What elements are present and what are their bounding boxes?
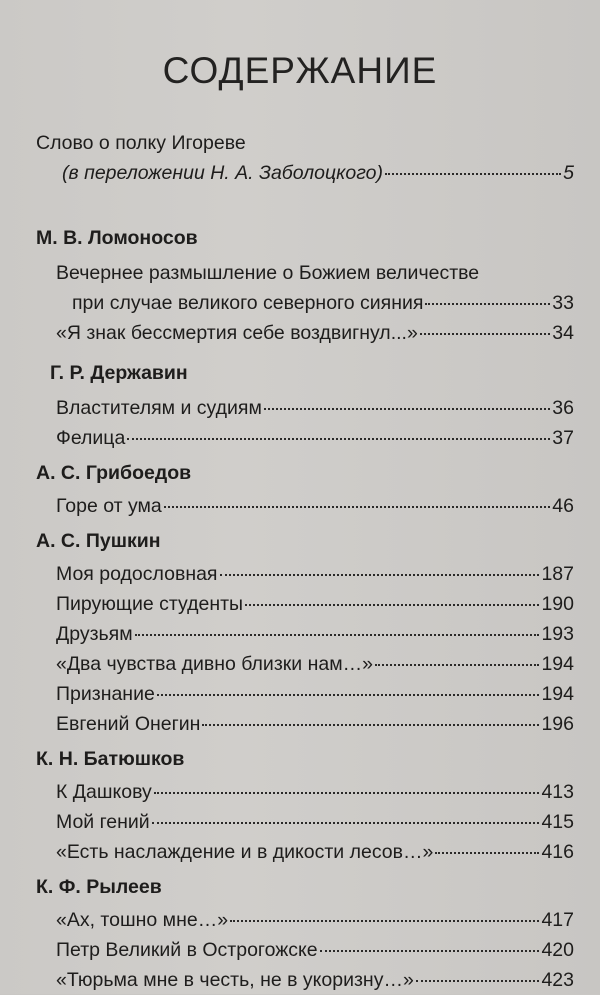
dot-leader: [135, 634, 540, 636]
toc-entry-title: «Ах, тошно мне…»: [56, 909, 229, 931]
toc-entry-title: «Тюрьма мне в честь, не в укоризну…»: [56, 969, 414, 991]
page-number: 33: [552, 292, 574, 314]
page-number: 417: [541, 909, 574, 931]
page-number: 187: [541, 563, 574, 585]
dot-leader: [230, 920, 539, 922]
page-number: 196: [541, 713, 574, 735]
toc-entry-title: К Дашкову: [56, 781, 152, 803]
dot-leader: [385, 173, 561, 175]
dot-leader: [157, 694, 540, 696]
dot-leader: [416, 980, 540, 982]
toc-section: [36, 744, 574, 867]
toc-entry-title: при случае великого северного сияния: [72, 292, 424, 314]
dot-leader: [425, 303, 550, 305]
toc-entry[interactable]: [36, 709, 574, 739]
toc-entry[interactable]: [36, 807, 574, 837]
toc-entry-title: Горе от ума: [56, 495, 162, 517]
toc-entry[interactable]: [36, 777, 574, 807]
toc-entry[interactable]: [36, 589, 574, 619]
dot-leader: [202, 724, 539, 726]
toc-entry-title: Мой гений: [56, 811, 150, 833]
page-number: 36: [552, 397, 574, 419]
page-number: 194: [541, 653, 574, 675]
toc-entry-title: Евгений Онегин: [56, 713, 201, 735]
toc-entry-title: «Я знак бессмертия себе воздвигнул...»: [56, 322, 418, 344]
toc-entry[interactable]: [36, 318, 574, 348]
toc-section: [36, 526, 574, 739]
toc-entry-title: Властителям и судиям: [56, 397, 262, 419]
author-heading: А. С. Пушкин: [36, 530, 161, 552]
dot-leader: [152, 822, 540, 824]
page-number: 420: [541, 939, 574, 961]
dot-leader: [245, 604, 539, 606]
toc-entry-title: Вечернее размышление о Божием величестве: [56, 262, 480, 284]
toc-entry[interactable]: [36, 288, 574, 318]
toc-section: [36, 358, 574, 453]
toc-section: [36, 872, 574, 995]
dot-leader: [220, 574, 540, 576]
dot-leader: [375, 664, 539, 666]
toc-section: [36, 223, 574, 348]
table-of-contents: [36, 128, 574, 995]
toc-entry[interactable]: [36, 837, 574, 867]
dot-leader: [154, 792, 540, 794]
toc-entry[interactable]: [36, 905, 574, 935]
toc-entry-title: Друзьям: [56, 623, 133, 645]
dot-leader: [127, 438, 550, 440]
toc-entry[interactable]: [36, 559, 574, 589]
dot-leader: [420, 333, 551, 335]
toc-entry-title: «Есть наслаждение и в дикости лесов…»: [56, 841, 434, 863]
toc-entry-title: «Два чувства дивно близки нам…»: [56, 653, 373, 675]
author-heading: М. В. Ломоносов: [36, 227, 198, 249]
toc-section: [36, 458, 574, 521]
toc-entry-title: Моя родословная: [56, 563, 218, 585]
page-number: 193: [541, 623, 574, 645]
toc-entry-title: Слово о полку Игореве: [36, 132, 246, 154]
page-number: 46: [552, 495, 574, 517]
toc-entry-title: (в переложении Н. А. Заболоцкого): [62, 162, 383, 184]
toc-entry-title: Фелица: [56, 427, 126, 449]
author-heading: А. С. Грибоедов: [36, 462, 192, 484]
toc-entry[interactable]: [36, 649, 574, 679]
page-title: СОДЕРЖАНИЕ: [162, 50, 438, 91]
page-number: 37: [552, 427, 574, 449]
toc-entry-title: Признание: [56, 683, 155, 705]
dot-leader: [164, 506, 551, 508]
toc-entry[interactable]: [36, 679, 574, 709]
page-number: 5: [563, 162, 574, 184]
toc-entry[interactable]: [36, 965, 574, 995]
page-number: 34: [552, 322, 574, 344]
page-number: 194: [541, 683, 574, 705]
toc-intro: [36, 128, 574, 188]
toc-entry[interactable]: [36, 158, 574, 188]
author-heading: Г. Р. Державин: [50, 362, 188, 384]
dot-leader: [264, 408, 550, 410]
page-number: 413: [541, 781, 574, 803]
dot-leader: [435, 852, 539, 854]
page-number: 190: [541, 593, 574, 615]
toc-entry[interactable]: [50, 393, 574, 423]
page-number: 416: [541, 841, 574, 863]
toc-entry-title: Петр Великий в Острогожске: [56, 939, 318, 961]
page-number: 423: [541, 969, 574, 991]
toc-entry[interactable]: [36, 935, 574, 965]
author-heading: К. Ф. Рылеев: [36, 876, 162, 898]
page-number: 415: [541, 811, 574, 833]
toc-entry[interactable]: [50, 423, 574, 453]
toc-entry-title: Пирующие студенты: [56, 593, 244, 615]
author-heading: К. Н. Батюшков: [36, 748, 185, 770]
toc-entry[interactable]: [36, 619, 574, 649]
dot-leader: [320, 950, 540, 952]
toc-entry[interactable]: [36, 491, 574, 521]
